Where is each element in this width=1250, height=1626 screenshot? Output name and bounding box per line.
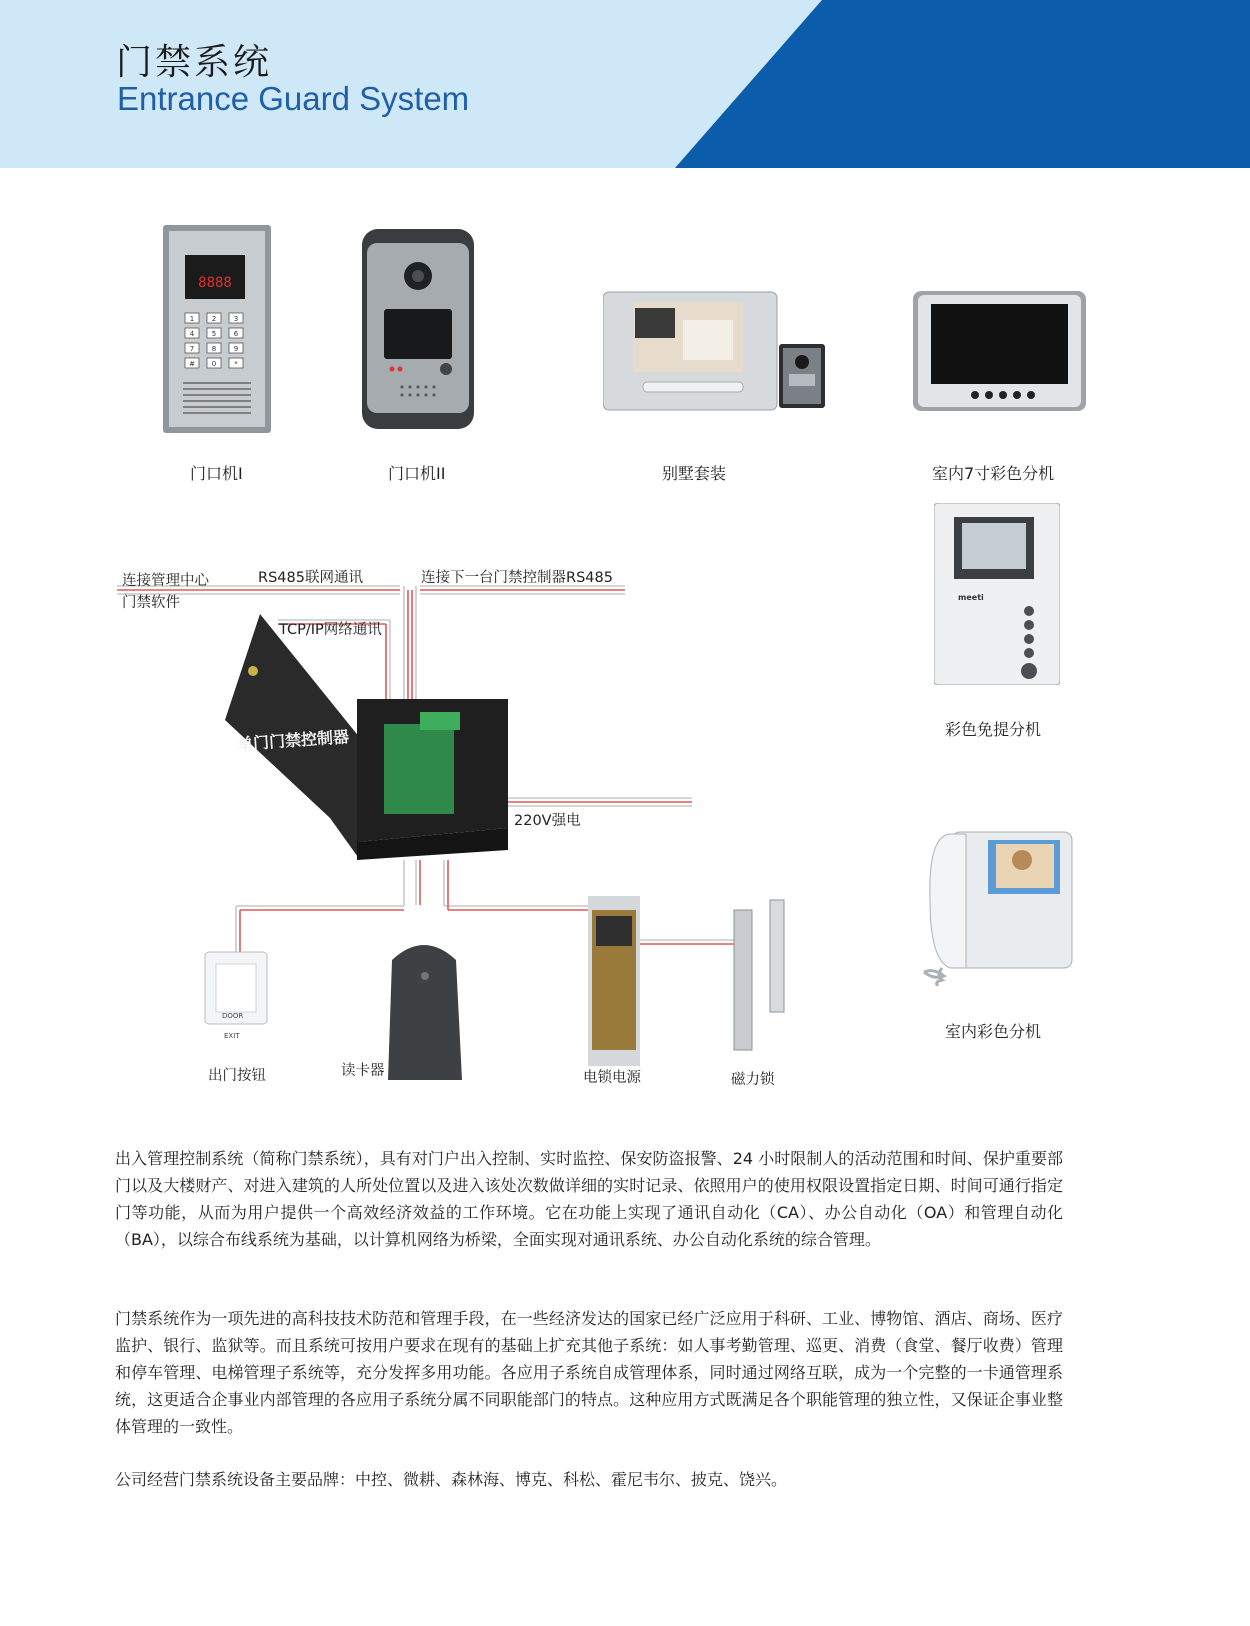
exit-button-door-text: DOOR [222, 1012, 244, 1020]
caption-handsfree: 彩色免提分机 [945, 720, 1042, 739]
keypad-key: * [234, 360, 238, 368]
handsfree-image [934, 503, 1060, 685]
villa-kit-image [603, 290, 835, 412]
caption-door-unit-1: 门口机I [190, 464, 243, 483]
keypad-display: 8888 [198, 275, 232, 291]
label-220v: 220V强电 [514, 813, 581, 829]
keypad-key: 8 [211, 345, 217, 353]
label-controller: 单门门禁控制器 [236, 727, 350, 754]
keypad-key: # [189, 360, 195, 368]
label-lock-power: 电锁电源 [583, 1070, 641, 1086]
svg-text:meeti: meeti [958, 593, 984, 602]
label-tcpip: TCP/IP网络通讯 [279, 622, 382, 638]
label-rs485: RS485联网通讯 [258, 570, 363, 586]
label-mgmt-center-1: 连接管理中心 [122, 573, 209, 589]
keypad-key: 7 [189, 345, 195, 353]
keypad-key: 3 [233, 315, 239, 323]
keypad-key: 6 [233, 330, 239, 338]
caption-villa-kit: 别墅套装 [662, 464, 727, 483]
body-paragraph-3: 公司经营门禁系统设备主要品牌：中控、微耕、森林海、博克、科松、霍尼韦尔、披克、饶兴。 [115, 1470, 788, 1489]
keypad-key: 9 [233, 345, 239, 353]
door-unit-2-image [362, 229, 474, 429]
label-mgmt-center-2: 门禁软件 [122, 595, 180, 611]
label-card-reader: 读卡器 [341, 1063, 385, 1079]
keypad-key: 5 [211, 330, 217, 338]
label-mag-lock: 磁力锁 [731, 1072, 775, 1088]
page-title-zh: 门禁系统 [116, 42, 273, 83]
door-unit-1-image [163, 225, 271, 433]
caption-door-unit-2: 门口机II [388, 464, 446, 483]
keypad-key: 2 [211, 315, 217, 323]
caption-indoor-color: 室内彩色分机 [945, 1022, 1042, 1041]
indoor-7inch-image [913, 291, 1086, 411]
exit-button-exit-text: EXIT [224, 1032, 240, 1040]
body-paragraph-1: 出入管理控制系统（简称门禁系统），具有对门户出入控制、实时监控、保安防盗报警、24 小时限制人的活动范围和时间、保护重要部门以及大楼财产、对进入建筑的人所处位置以及进入该处次数做详细的实时记录、依照用户的使用权限设置指定日期、时间可通行指定门等功能，从而为用户提供一个高效经济效益的工作环境。它在功能上实现了通讯自动化（CA）、办公自动化（OA）和管理自动化（BA），以综合布线系统为基础，以计算机网络为桥梁，全面实现对通讯系统、办公自动化系统的综合管理。 [115, 1149, 1063, 1249]
wiring-diagram [0, 560, 900, 1080]
label-next-controller: 连接下一台门禁控制器RS485 [421, 570, 613, 586]
keypad-key: 1 [189, 315, 195, 323]
caption-indoor-7inch: 室内7寸彩色分机 [932, 464, 1055, 483]
page-title-en: Entrance Guard System [117, 80, 470, 117]
keypad-key: 4 [189, 330, 195, 338]
body-paragraph-2: 门禁系统作为一项先进的高科技技术防范和管理手段，在一些经济发达的国家已经广泛应用于科研、工业、博物馆、酒店、商场、医疗监护、银行、监狱等。而且系统可按用户要求在现有的基础上扩充其他子系统：如人事考勤管理、巡更、消费（食堂、餐厅收费）管理和停车管理、电梯管理子系统等，充分发挥多用功能。各应用子系统自成管理体系，同时通过网络互联，成为一个完整的一卡通管理系统，这更适合企事业内部管理的各应用子系统分属不同职能部门的特点。这种应用方式既满足各个职能管理的独立性，又保证企事业整体管理的一致性。 [115, 1309, 1063, 1436]
indoor-color-image [922, 830, 1074, 986]
label-exit-button: 出门按钮 [208, 1068, 266, 1084]
keypad-key: 0 [211, 360, 217, 368]
